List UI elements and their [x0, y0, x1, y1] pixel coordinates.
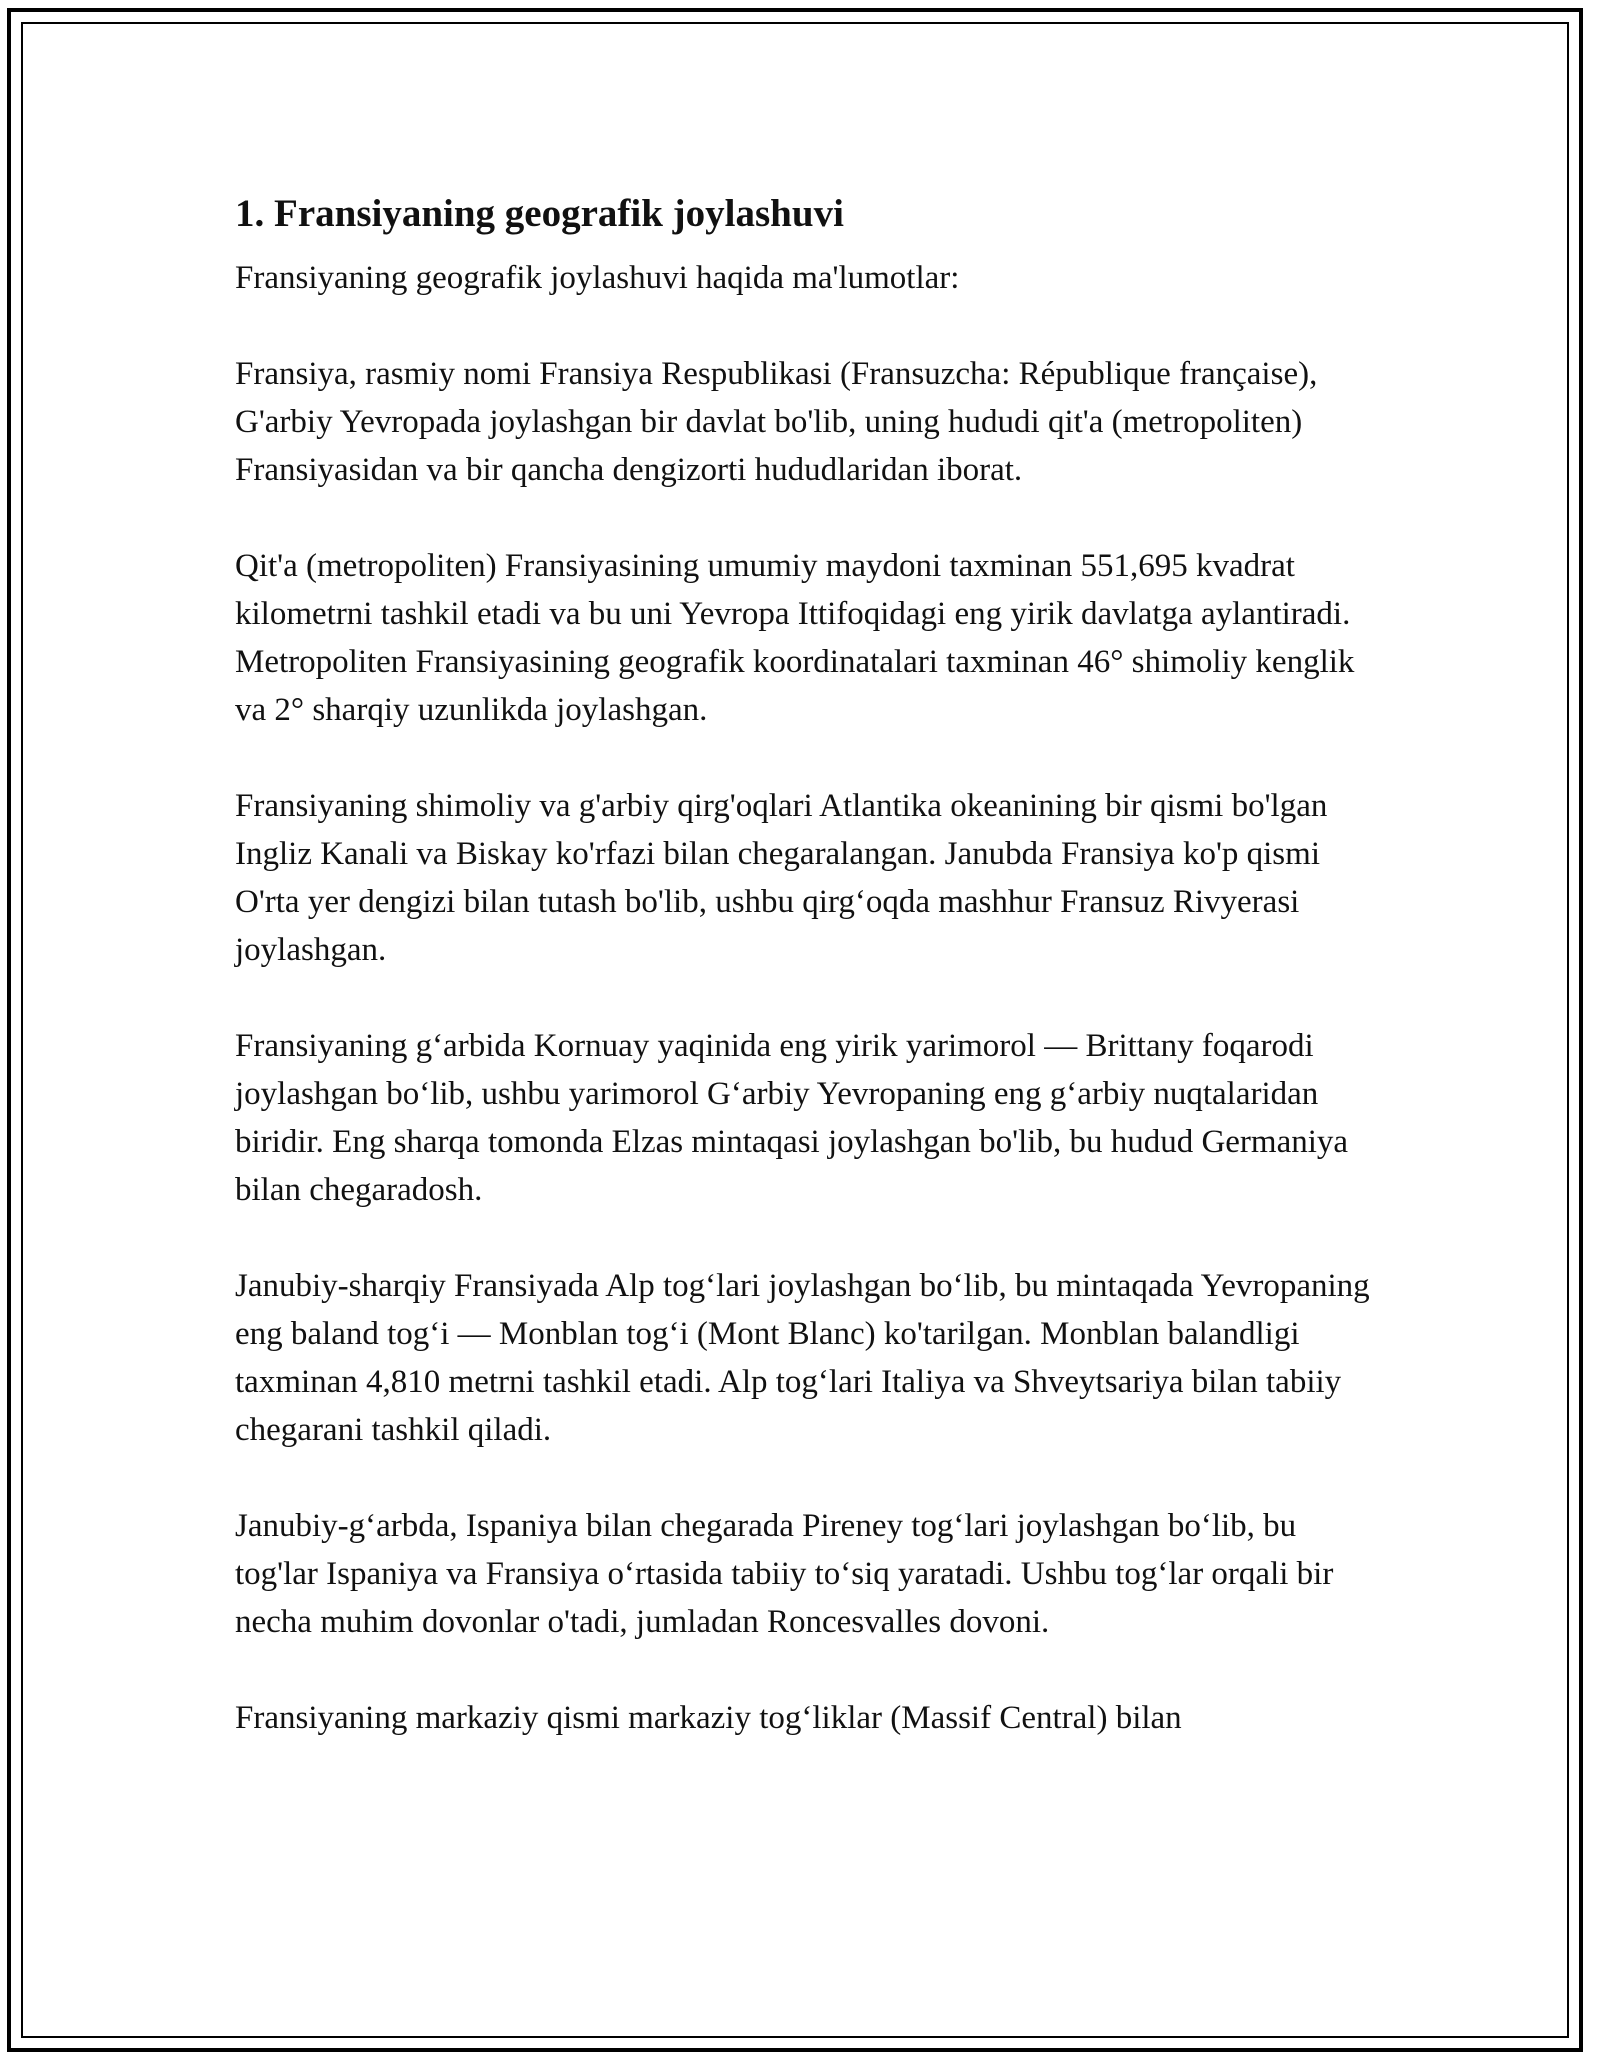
paragraph-1: Fransiya, rasmiy nomi Fransiya Respublikasi (Fransuzcha: République française), G'arbiy Yevropada joylashgan bir davlat bo'lib, uning hududi qit'a (metropoliten) Fransiyasidan va bir qancha dengizorti hududlaridan iborat.	[235, 356, 1318, 488]
paragraph-2: Qit'a (metropoliten) Fransiyasining umumiy maydoni taxminan 551,695 kvadrat kilometrni tashkil etadi va bu uni Yevropa Ittifoqidagi eng yirik davlatga aylantiradi. Metropoliten Fransiyasining geografik koordinatalari taxminan 46° shimoliy kenglik va 2° sharqiy uzunlikda joylashgan.	[235, 548, 1355, 728]
intro-text: Fransiyaning geografik joylashuvi haqida ma'lumotlar:	[235, 260, 960, 296]
paragraph-6: Janubiy-g‘arbda, Ispaniya bilan chegarada Pireney tog‘lari joylashgan bo‘lib, bu tog'lar Ispaniya va Fransiya o‘rtasida tabiiy to‘siq yaratadi. Ushbu tog‘lar orqali bir necha muhim dovonlar o'tadi, jumladan Roncesvalles dovoni.	[235, 1508, 1334, 1640]
document-body	[235, 186, 1375, 1742]
paragraph-4: Fransiyaning g‘arbida Kornuay yaqinida eng yirik yarimorol — Brittany foqarodi joylashgan bo‘lib, ushbu yarimorol G‘arbiy Yevropaning eng g‘arbiy nuqtalaridan biridir. Eng sharqa tomonda Elzas mintaqasi joylashgan bo'lib, bu hudud Germaniya bilan chegaradosh.	[235, 1028, 1349, 1208]
paragraph-3: Fransiyaning shimoliy va g'arbiy qirg'oqlari Atlantika okeanining bir qismi bo'lgan Ingliz Kanali va Biskay ko'rfazi bilan chegaralangan. Janubda Fransiya ko'p qismi O'rta yer dengizi bilan tutash bo'lib, ushbu qirg‘oqda mashhur Fransuz Rivyerasi joylashgan.	[235, 788, 1328, 968]
paragraph-5: Janubiy-sharqiy Fransiyada Alp tog‘lari joylashgan bo‘lib, bu mintaqada Yevropaning eng baland tog‘i — Monblan tog‘i (Mont Blanc) ko'tarilgan. Monblan balandligi taxminan 4,810 metrni tashkil etadi. Alp tog‘lari Italiya va Shveytsariya bilan tabiiy chegarani tashkil qiladi.	[235, 1268, 1370, 1448]
paragraph-7: Fransiyaning markaziy qismi markaziy tog‘liklar (Massif Central) bilan	[235, 1700, 1182, 1736]
document-title: 1. Fransiyaning geografik joylashuvi	[235, 192, 844, 235]
